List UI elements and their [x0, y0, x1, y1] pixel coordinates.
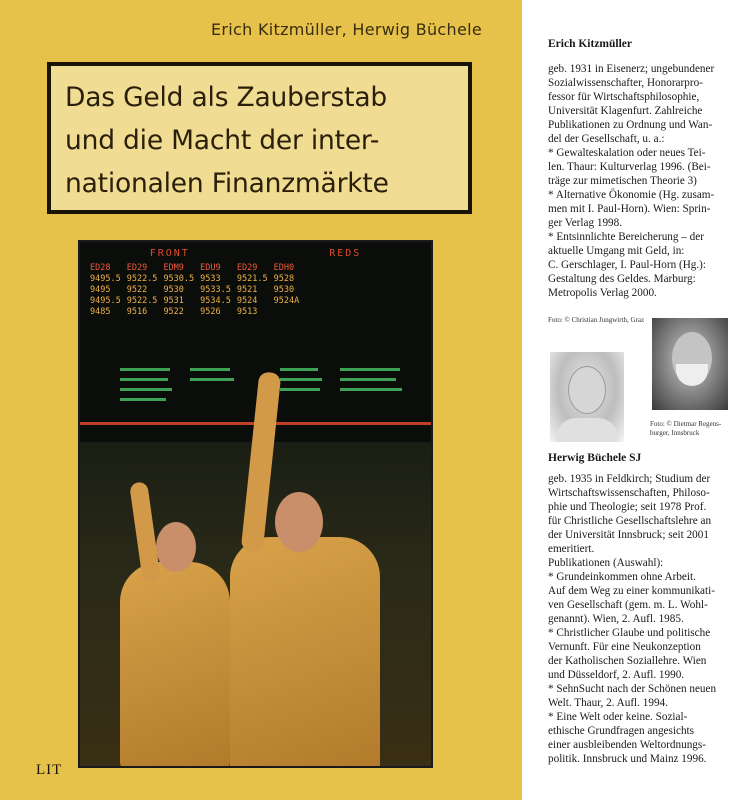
trader-left-arm — [129, 481, 161, 583]
board-cell: 9530.5 — [163, 274, 195, 284]
trader-right-head — [275, 492, 323, 552]
bio-line: der Katholischen Soziallehre. Wien — [548, 655, 707, 667]
bio-line: ethische Grundfragen angesichts — [548, 725, 695, 737]
bio-line: * Christlicher Glaube und politische — [548, 627, 711, 639]
bio-line: * Alternative Ökonomie (Hg. zusam- — [548, 189, 715, 201]
author-name-kitzmueller: Erich Kitzmüller — [548, 38, 632, 50]
board-column-header: ED29 — [126, 263, 148, 273]
board-column — [274, 263, 300, 318]
bio-line: Vernunft. Für eine Neukonzeption — [548, 641, 701, 653]
cover-title-line: Das Geld als Zauberstab — [65, 82, 388, 113]
bio-line: Auf dem Weg zu einer kommunikati- — [548, 585, 715, 597]
board-column — [200, 263, 231, 318]
board-cell: 9522.5 — [126, 296, 158, 306]
board-cell: 9485 — [90, 307, 111, 317]
cover-photo-traders — [78, 240, 433, 768]
author-bio-buechele — [548, 472, 730, 766]
board-column — [163, 263, 194, 318]
board-label-reds: REDS — [329, 248, 362, 259]
quote-board-grid — [80, 259, 431, 318]
board-cell: 9533 — [200, 274, 221, 284]
bio-line: emeritiert. — [548, 543, 595, 555]
bio-line: politik. Innsbruck und Mainz 1996. — [548, 753, 707, 765]
board-label-front: FRONT — [149, 248, 190, 259]
board-column-header: EDU9 — [200, 263, 221, 273]
trader-left-jacket — [120, 562, 230, 768]
portrait-beard — [676, 364, 708, 386]
bio-line: Wirtschaftswissenschaften, Philoso- — [548, 487, 710, 499]
portrait-shoulders — [556, 418, 618, 442]
portrait-face — [568, 366, 606, 414]
board-cell: 9530 — [163, 285, 184, 295]
cover-authors: Erich Kitzmüller, Herwig Büchele — [211, 20, 482, 39]
board-column — [90, 263, 121, 318]
bio-line: und Düsseldorf, 2. Aufl. 1990. — [548, 669, 685, 681]
board-cell: 9522 — [163, 307, 184, 317]
board-column-header: EDH0 — [273, 263, 295, 273]
bio-line: aktuelle Umgang mit Geld, in: — [548, 245, 685, 257]
bio-line: del der Gesellschaft, u. a.: — [548, 133, 665, 145]
bio-line: * SehnSucht nach der Schönen neuen — [548, 683, 717, 695]
board-column-header: ED28 — [90, 263, 111, 273]
trader-right-jacket — [230, 537, 380, 768]
portrait-kitzmueller — [550, 352, 624, 442]
bio-line: der Universität Innsbruck; seit 2001 — [548, 529, 709, 541]
bio-line: Universität Klagenfurt. Zahlreiche — [548, 105, 703, 117]
bio-line: Publikationen (Auswahl): — [548, 557, 664, 569]
publisher-logo: LIT — [36, 762, 63, 778]
bio-line: Metropolis Verlag 2000. — [548, 287, 657, 299]
bio-line: ger Verlag 1998. — [548, 217, 623, 229]
board-cell: 9526 — [200, 307, 221, 317]
board-cell: 9521.5 — [236, 274, 268, 284]
board-cell: 9495 — [90, 285, 111, 295]
quote-board-header — [80, 242, 431, 259]
bio-line: genannt). Wien, 2. Aufl. 1985. — [548, 613, 684, 625]
cover-title-line: nationalen Finanzmärkte — [65, 168, 389, 199]
board-cell: 9528 — [273, 274, 295, 284]
trader-left-head — [156, 522, 196, 572]
author-name-buechele: Herwig Büchele SJ — [548, 452, 642, 464]
bio-line: geb. 1935 in Feldkirch; Studium der — [548, 473, 711, 485]
bio-line: fessor für Wirtschaftsphilosophie, — [548, 91, 700, 103]
board-column — [237, 263, 268, 318]
author-bio-column — [548, 0, 730, 800]
board-cell: 9513 — [236, 307, 258, 317]
bio-line: einer ausbleibenden Weltordnungs- — [548, 739, 706, 751]
board-cell: 9495.5 — [90, 296, 121, 306]
bio-line: phie und Theologie; seit 1978 Prof. — [548, 501, 707, 513]
bio-line: * Gewalteskalation oder neues Tei- — [548, 147, 706, 159]
bio-line: Sozialwissenschafter, Honorarpro- — [548, 77, 703, 89]
board-cell: 9522.5 — [126, 274, 158, 284]
bio-line: Publikationen zu Ordnung und Wan- — [548, 119, 713, 131]
author-bio-kitzmueller — [548, 62, 730, 300]
bio-line: Welt. Thaur, 2. Aufl. 1994. — [548, 697, 668, 709]
bio-line: C. Gerschlager, I. Paul-Horn (Hg.): — [548, 259, 706, 271]
bio-line: Gestaltung des Geldes. Marburg: — [548, 273, 696, 285]
bio-line: len. Thaur: Kulturverlag 1996. (Bei- — [548, 161, 711, 173]
board-cell: 9533.5 — [200, 285, 231, 295]
board-cell: 9524A — [273, 296, 300, 306]
photo-credit-jungwirth: Foto: © Christian Jungwirth, Graz — [548, 316, 645, 324]
bio-line: für Christliche Gesellschaftslehre an — [548, 515, 712, 527]
portrait-buechele — [652, 318, 728, 410]
board-cell: 9524 — [236, 296, 258, 306]
bio-line: träge zur mimetischen Theorie 3) — [548, 175, 697, 187]
board-column — [127, 263, 158, 318]
bio-line: * Grundeinkommen ohne Arbeit. — [548, 571, 696, 583]
bio-line: ven Gesellschaft (gem. m. L. Wohl- — [548, 599, 708, 611]
traders-scene — [80, 442, 431, 768]
bio-line: * Eine Welt oder keine. Sozial- — [548, 711, 688, 723]
board-column-header: EDM9 — [163, 263, 184, 273]
bio-line: geb. 1931 in Eisenerz; ungebundener — [548, 63, 715, 75]
bio-line: * Entsinnlichte Bereicherung – der — [548, 231, 704, 243]
board-cell: 9531 — [163, 296, 184, 306]
board-cell: 9495.5 — [90, 274, 121, 284]
board-cell: 9522 — [126, 285, 148, 295]
board-cell: 9521 — [236, 285, 258, 295]
board-cell: 9534.5 — [200, 296, 231, 306]
board-cell: 9530 — [273, 285, 295, 295]
board-cell: 9516 — [126, 307, 148, 317]
photo-credit-regensburger: Foto: © Dietmar Regens-burger, Innsbruck — [650, 420, 722, 437]
bio-line: men mit I. Paul-Horn). Wien: Sprin- — [548, 203, 711, 215]
cover-title-box — [47, 62, 472, 214]
board-column-header: ED29 — [236, 263, 258, 273]
cover-title-line: und die Macht der inter- — [65, 125, 380, 156]
